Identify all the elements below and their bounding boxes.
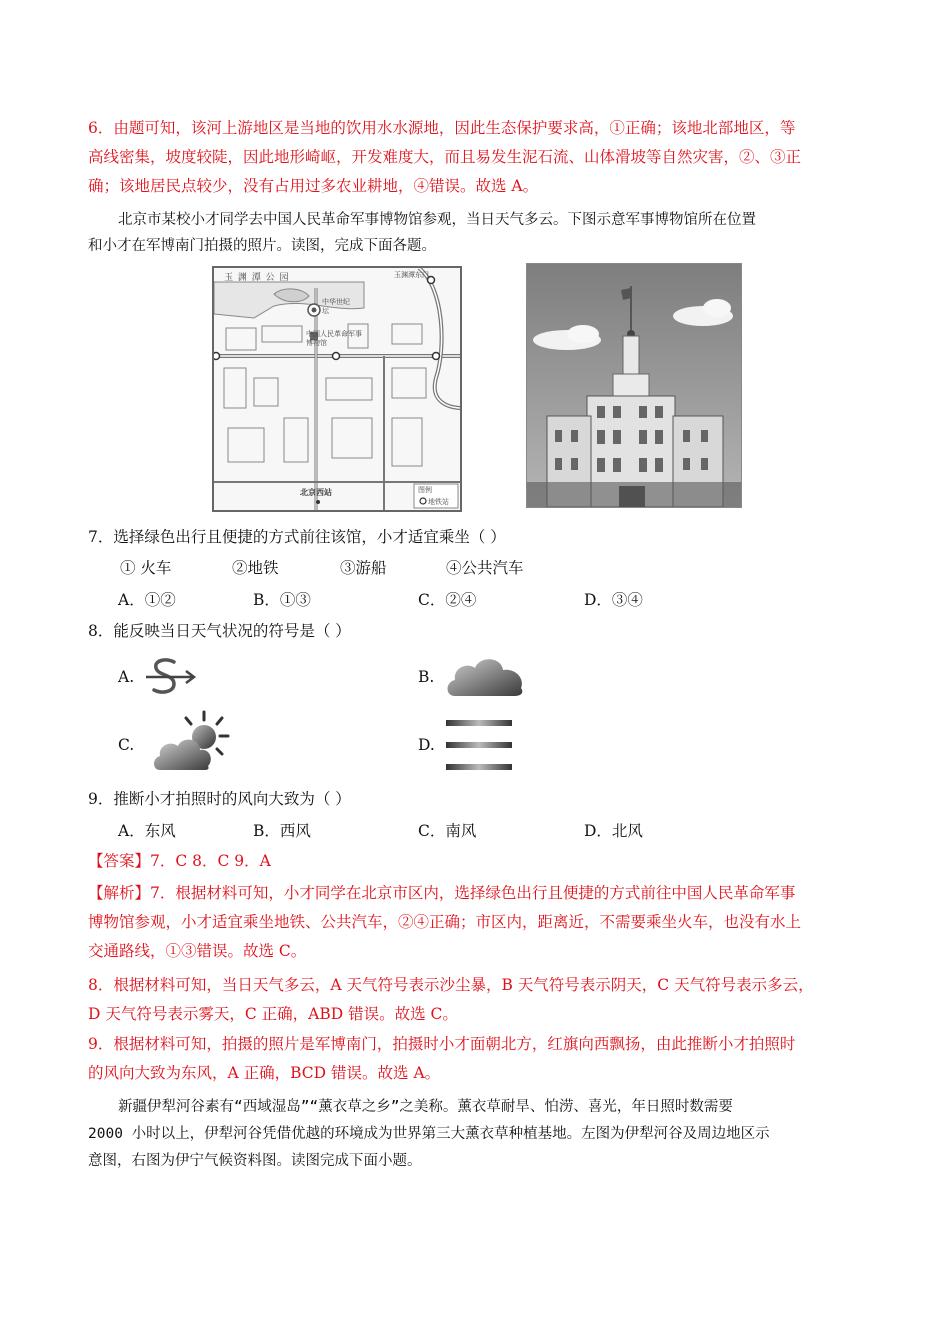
museum-south-gate-photo <box>526 263 742 508</box>
q9-option-d: D．北风 <box>584 822 643 840</box>
map-station-label: 北京西站 <box>300 487 332 497</box>
q9-option-a: A．东风 <box>118 822 176 840</box>
map-legend-title: 图例 <box>418 486 432 494</box>
q9-option-b: B．西风 <box>253 822 311 840</box>
q7-item-2: ②地铁 <box>232 559 279 577</box>
intro-line-2: 和小才在军博南门拍摄的照片。读图，完成下面各题。 <box>88 238 436 254</box>
intro-line-1: 北京市某校小才同学去中国人民革命军事博物馆参观，当日天气多云。下图示意军事博物馆所在位置 <box>118 212 756 228</box>
q8-label-d: D. <box>418 736 435 754</box>
analysis-line-7: 的风向大致为东风，A 正确，BCD 错误。故选 A。 <box>88 1064 441 1082</box>
analysis-line-2: 博物馆参观，小才适宜乘坐地铁、公共汽车，②④正确；市区内，距离近，不需要乘坐火车，也没有水上 <box>88 913 802 931</box>
q9-option-c: C．南风 <box>418 822 477 840</box>
next-intro-line-3: 意图，右图为伊宁气候资料图。读图完成下面小题。 <box>88 1153 422 1169</box>
museum-location-map <box>212 266 462 512</box>
next-intro-line-2: 2000 小时以上，伊犁河谷凭借优越的环境成为世界第三大薰衣草种植基地。左图为伊犁河谷及周边地区示 <box>88 1126 770 1142</box>
q6-explain-line-1: 6．由题可知，该河上游地区是当地的饮用水水源地，因此生态保护要求高，①正确；该地北部地区，等 <box>88 119 796 137</box>
q7-stem: 7．选择绿色出行且便捷的方式前往该馆，小才适宜乘坐（ ） <box>88 528 506 546</box>
sandstorm-icon <box>144 656 198 702</box>
q8-label-c: C. <box>118 736 135 754</box>
q7-option-c: C．②④ <box>418 591 477 609</box>
q7-item-1: ① 火车 <box>120 559 172 577</box>
answer-line: 【答案】7．C 8．C 9．A <box>88 852 271 870</box>
map-park-label: 玉 渊 潭 公 园 <box>224 273 290 283</box>
analysis-line-6: 9．根据材料可知，拍摄的照片是军博南门，拍摄时小才面朝北方，红旗向西飘扬，由此推断小才拍照时 <box>88 1035 796 1053</box>
q6-explain-line-2: 高线密集，坡度较陡，因此地形崎岖，开发难度大，而且易发生泥石流、山体滑坡等自然灾害，②、③正 <box>88 148 802 166</box>
q7-option-d: D．③④ <box>584 591 643 609</box>
q6-explain-line-3: 确；该地居民点较少，没有占用过多农业耕地，④错误。故选 A。 <box>88 177 539 195</box>
next-intro-line-1: 新疆伊犁河谷素有“西域湿岛”“薰衣草之乡”之美称。薰衣草耐旱、怕涝、喜光，年日照时数需要 <box>118 1099 733 1115</box>
fog-icon <box>444 718 514 778</box>
overcast-icon <box>445 654 525 702</box>
map-museum-label: 中国人民革命军事博物馆 <box>306 330 362 347</box>
analysis-line-1: 【解析】7．根据材料可知，小才同学在北京市区内，选择绿色出行且便捷的方式前往中国人民革命军事 <box>88 884 796 902</box>
q9-stem: 9．推断小才拍照时的风向大致为（ ） <box>88 790 351 808</box>
q7-option-a: A．①② <box>118 591 176 609</box>
map-altar-label: 中华世纪坛 <box>322 298 350 315</box>
partly-cloudy-icon <box>152 710 232 776</box>
museum-building-drawing <box>527 264 741 507</box>
analysis-line-3: 交通路线，①③错误。故选 C。 <box>88 942 307 960</box>
q8-stem: 8．能反映当日天气状况的符号是（ ） <box>88 622 351 640</box>
map-east-gate-label: 玉渊潭东门 <box>394 271 429 279</box>
q7-option-b: B．①③ <box>253 591 311 609</box>
analysis-line-5: D 天气符号表示雾天，C 正确，ABD 错误。故选 C。 <box>88 1005 458 1023</box>
q7-item-4: ④公共汽车 <box>446 559 524 577</box>
q8-label-b: B. <box>418 668 435 686</box>
map-legend-item: 地铁站 <box>428 498 449 506</box>
analysis-line-4: 8．根据材料可知，当日天气多云，A 天气符号表示沙尘暴，B 天气符号表示阴天，C 天气符号表示多云， <box>88 976 814 994</box>
q7-item-3: ③游船 <box>340 559 387 577</box>
q8-label-a: A. <box>118 668 135 686</box>
